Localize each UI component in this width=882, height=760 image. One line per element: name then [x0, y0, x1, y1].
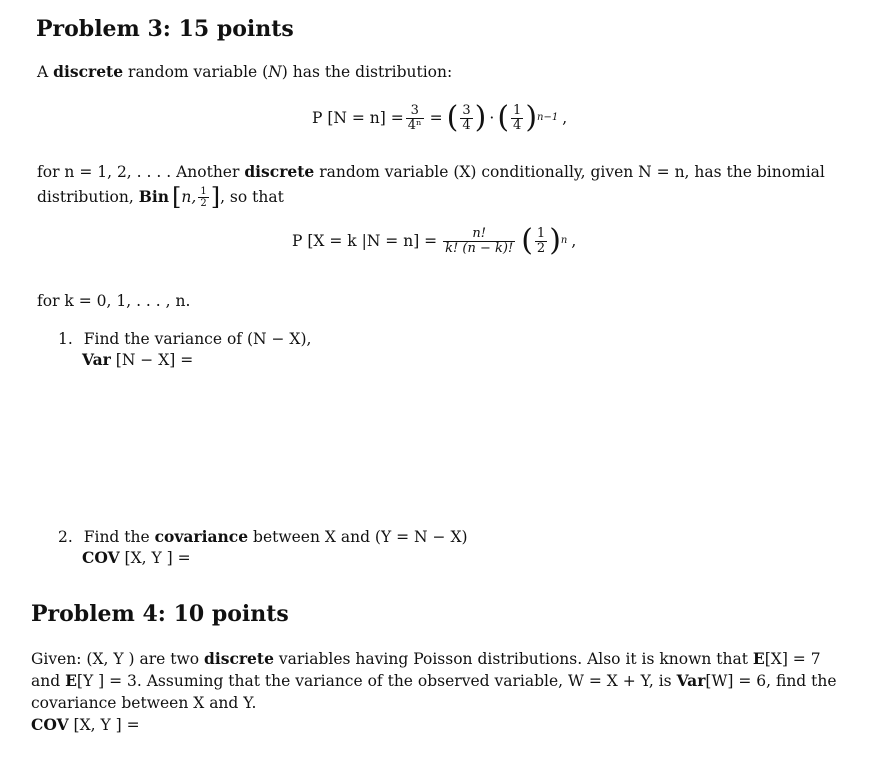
eq2-frac-den: k! (n − k)! [445, 240, 514, 256]
eq2-pfrac-num: 1 [536, 225, 546, 241]
q1-text: Find the variance of (N − X), [83, 330, 312, 348]
problem-3-heading: Problem 3: 15 points [36, 16, 294, 42]
problem-3-intro [37, 61, 452, 83]
intro-text-a: A [37, 63, 49, 81]
q1-number: 1. [58, 330, 73, 348]
eq1-dot: · [489, 109, 495, 127]
eq1-paren-close-2: ) [525, 100, 538, 135]
eq1-frac2-num: 3 [462, 102, 471, 118]
eq1-paren-close-1: ) [474, 100, 487, 135]
line3-frac [198, 186, 208, 209]
eq1-paren-open-2: ( [497, 100, 510, 135]
intro-var: N [268, 63, 282, 81]
eq1-exponent: n−1 [537, 112, 559, 123]
problem-3-line-3 [37, 182, 284, 212]
eq1-lhs: P [N = n] = [312, 109, 404, 127]
line3-frac-num: 1 [200, 185, 207, 197]
eq1-frac1-den: 4ⁿ [407, 117, 422, 133]
q1-answer [82, 349, 193, 371]
eq2-frac-num: n! [472, 225, 486, 241]
question-2 [58, 526, 468, 548]
p4-answer-bold: COV [31, 715, 69, 734]
intro-text-b: random variable ( [128, 63, 269, 81]
p4-line2-text-b: [Y ] = 3. Assuming that the variance of the observed variable, W = X + Y, is [76, 672, 672, 690]
problem-4-heading: Problem 4: 10 points [31, 601, 289, 627]
line3-text-a: distribution, [37, 188, 134, 206]
equation-2 [292, 223, 577, 258]
eq2-paren-close: ) [549, 223, 561, 258]
eq1-paren-open-1: ( [446, 100, 459, 135]
eq2-pfrac-den: 2 [536, 240, 546, 256]
p4-line1-text-b: variables having Poisson distributions. Also it is known that [278, 650, 748, 668]
problem-4-line-1 [31, 648, 821, 670]
p4-line1-bold-discrete: discrete [204, 649, 274, 668]
p4-line2-text-c: [W] = 6, find the [705, 672, 837, 690]
eq1-frac1 [406, 104, 424, 133]
eq2-lhs: P [X = k |N = n] = [292, 232, 438, 250]
equation-1 [312, 100, 568, 135]
eq2-paren-open: ( [521, 223, 533, 258]
problem-3-line-2 [37, 161, 825, 183]
p4-answer-rest: [X, Y ] = [73, 716, 140, 734]
eq1-frac2 [460, 104, 472, 133]
eq1-equals: = [429, 109, 443, 127]
eq2-frac [443, 227, 515, 256]
intro-text-c: ) has the distribution: [281, 63, 453, 81]
eq1-frac3 [511, 104, 523, 133]
p4-line2-var: Var [676, 671, 706, 690]
q2-text-b: between X and (Y = N − X) [253, 528, 468, 546]
for-k-line: for k = 0, 1, . . . , n. [37, 292, 191, 310]
q2-text-a: Find the [83, 528, 150, 546]
problem-4-line-3: covariance between X and Y. [31, 694, 257, 712]
line2-text-a: for n = 1, 2, . . . . Another [37, 163, 240, 181]
line3-frac-den: 2 [200, 197, 207, 209]
p4-line1-text-c: [X] = 7 [764, 650, 821, 668]
q2-answer [82, 547, 191, 569]
eq2-pfrac [535, 227, 547, 256]
p4-line2-text-a: and [31, 672, 61, 690]
p4-line2-E: E [65, 671, 77, 690]
line3-bracket-open: [ [172, 183, 182, 211]
q2-answer-bold: COV [82, 548, 120, 567]
line3-bracket-close: ] [210, 183, 221, 211]
eq1-comma: , [562, 109, 568, 127]
line2-bold-discrete: discrete [244, 162, 315, 181]
problem-4-line-2 [31, 670, 837, 692]
q2-bold-covariance: covariance [154, 527, 249, 546]
p4-line1-text-a: Given: (X, Y ) are two [31, 650, 200, 668]
p4-line1-E: E [752, 649, 765, 668]
q2-answer-rest: [X, Y ] = [124, 549, 191, 567]
eq1-frac2-den: 4 [462, 117, 471, 133]
question-1 [58, 328, 311, 350]
eq1-frac1-num: 3 [410, 102, 419, 118]
eq2-comma: , [571, 232, 577, 250]
p4-answer [31, 714, 140, 736]
eq2-exponent: n [560, 235, 568, 246]
q1-answer-bold: Var [82, 350, 111, 369]
intro-bold-discrete: discrete [53, 62, 124, 81]
q2-number: 2. [58, 528, 73, 546]
line3-arg: n, [181, 188, 197, 206]
q1-answer-rest: [N − X] = [115, 351, 194, 369]
line2-text-b: random variable (X) conditionally, given N = n, has the binomial [319, 163, 825, 181]
eq1-frac3-den: 4 [513, 117, 522, 133]
line3-text-b: , so that [220, 188, 284, 206]
eq1-frac3-num: 1 [513, 102, 522, 118]
line3-bold-bin: Bin [138, 187, 170, 206]
